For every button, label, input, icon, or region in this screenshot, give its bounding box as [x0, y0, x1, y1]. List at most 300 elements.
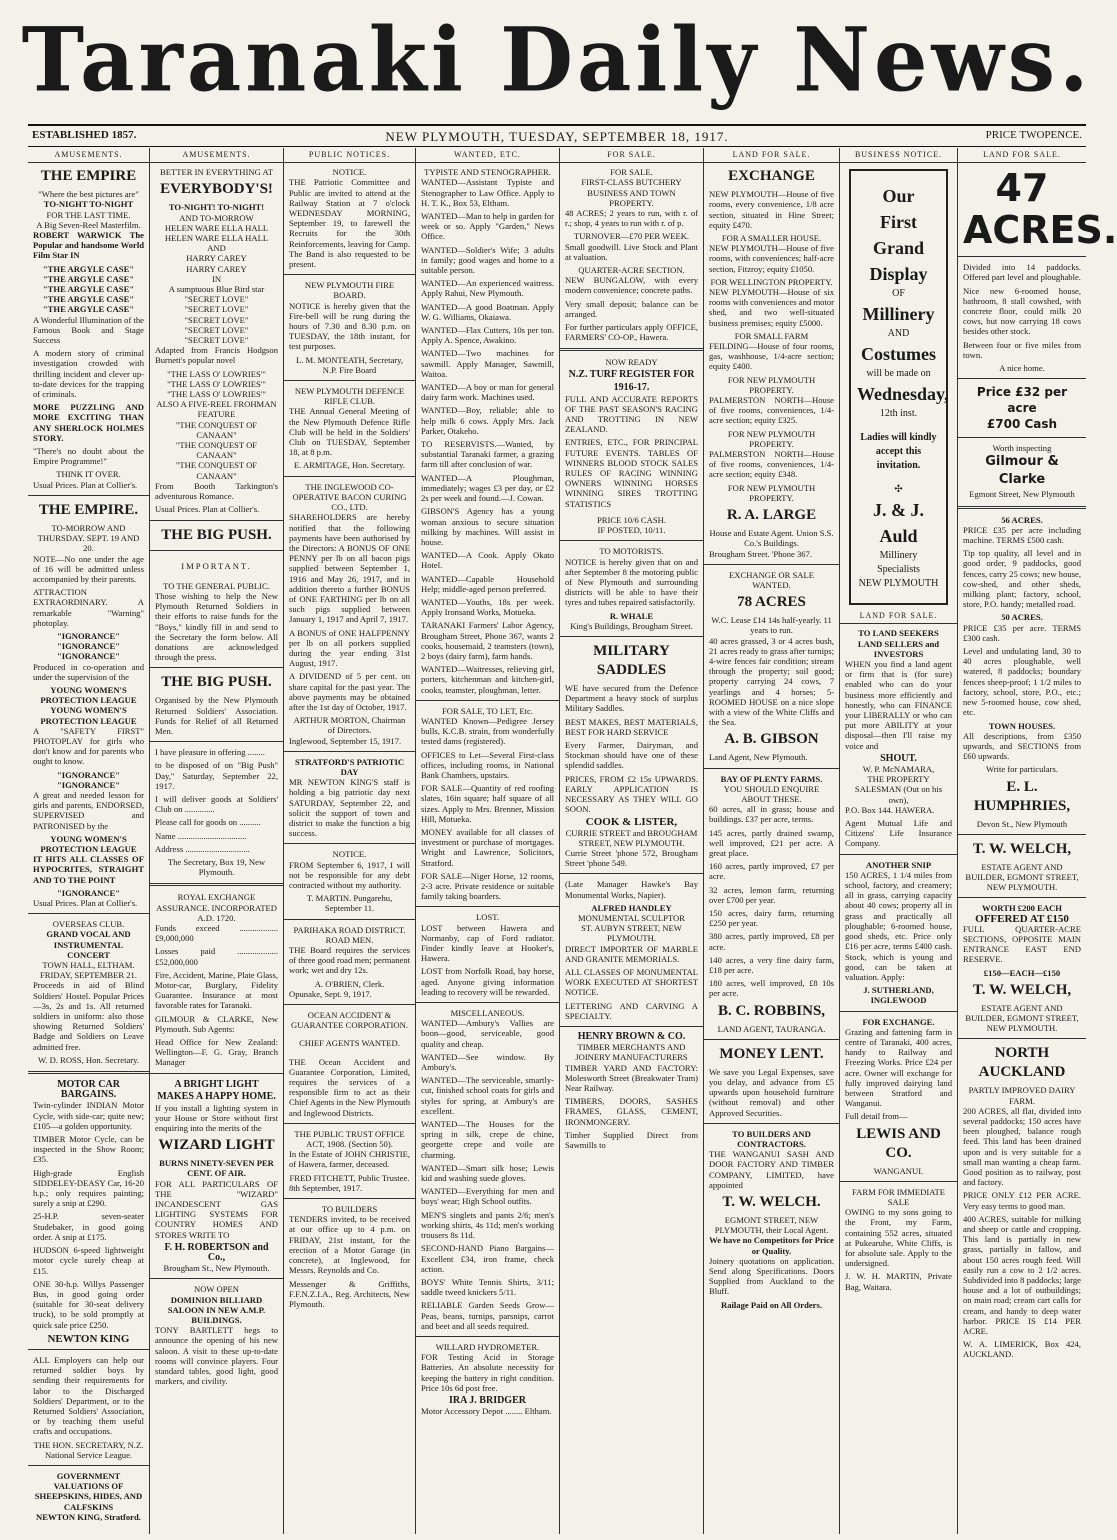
ad-text: NEW BUNGALOW, with every modern convenience; concrete paths.: [565, 275, 698, 296]
section-header: LAND FOR SALE.: [840, 611, 957, 624]
form-line: I have pleasure in offering ........: [155, 747, 265, 758]
ad-text: OWING to my sons going to the Front, my Farm, containing 552 acres, situated at Pukearuhe, White Cliffs, is for absolute sale. Apply to the undersigned.: [845, 1207, 952, 1269]
ad-text: WANGANUI.: [873, 1165, 924, 1176]
ad-text: A nice home.: [999, 363, 1045, 374]
ad-text: ONE 30-h.p. Willys Passenger Bus, in good going order (suitable for 30-seat delivery truck), to be sold promptly at quick sale price £250.: [33, 1278, 144, 1330]
box-line: Our: [882, 186, 915, 207]
column-public-notices: [284, 148, 416, 1534]
ad-text: TO-NIGHT! TO-NIGHT!: [168, 202, 265, 213]
classified: TARANAKI Farmers' Labor Agency, Brougham Street, Phone 367, wants 2 cooks, housemaid, 2 teamsters (town), 2 boys (dairy farm), farm hands.: [421, 620, 554, 661]
divider: [284, 1198, 415, 1199]
ad-text: Tip top quality, all level and in good order, 9 paddocks, good fences, carry 25 cows; new house, cow-shed, and other sheds, milking plant; factory, school, store, P.O. handy; metalled road.: [963, 548, 1081, 610]
ad-text: "IGNORANCE": [56, 630, 121, 641]
ad-text: (Late Manager Hawke's Bay Monumental Works, Napier).: [565, 879, 698, 900]
ad-title: MILITARY SADDLES: [593, 642, 670, 678]
ad-text: R. WHALE: [609, 610, 654, 621]
ad-text: "IGNORANCE": [56, 769, 121, 780]
ad-text: "IGNORANCE": [56, 779, 121, 790]
ad-title: 56 ACRES.: [1001, 514, 1043, 525]
box-line: OF: [892, 288, 905, 300]
ad-text: LETTERING AND CARVING A SPECIALTY.: [565, 1000, 698, 1021]
ad-text: A Wonderful Illumination of the Famous Book and Stage Success: [33, 314, 144, 346]
ad-text: MONUMENTAL SCULPTOR: [578, 912, 685, 923]
ad-text: "THE CONQUEST OF CANAAN": [175, 460, 258, 481]
classified: WANTED—Youths, 18s per week. Apply Ironsand Works, Motueka.: [421, 596, 554, 618]
ad-text: NEW PLYMOUTH—House of five rooms, every convenience, 1/8 acre section, situated in Hine Street; equity £470.: [709, 189, 834, 230]
ad-title: Price £32 per acre: [976, 385, 1068, 416]
ad-text: 380 acres, partly improved, £8 per acre.: [709, 931, 834, 952]
ad-title: FARM FOR IMMEDIATE SALE: [852, 1186, 945, 1207]
ad-text: W. A. LIMERICK, Box 424, AUCKLAND.: [963, 1339, 1081, 1360]
classified: WANTED—Two machines for sawmill. Apply Manager, Sawmill, Waitoa.: [421, 348, 554, 379]
classified: WANTED—Waitresses, relieving girl, porters, kitchenman and kitchen-girl, cooks, teamster, ploughman, letter.: [421, 664, 554, 695]
divider: [28, 1465, 149, 1466]
notice-title: THE INGLEWOOD CO-OPERATIVE BACON CURING CO., LTD.: [292, 481, 407, 513]
ad-text: "SECRET LOVE": [184, 335, 249, 346]
notice-text: SHAREHOLDERS are hereby notified that the following payments have been authorised by the Directors: A BONUS OF ONE PENNY per lb on all bacon pigs supplied between September 1, 1916 and May 26, 1917, and in addition thereto a further BONUS of ONE FARTHING per lb on all such pigs supplied between January 1, 1917 and April 7, 1917.: [289, 512, 410, 625]
ad-text: "THE LASS O' LOWRIES'": [167, 378, 266, 389]
notice-text: Opunake, Sept. 9, 1917.: [289, 988, 372, 999]
ad-text: W.C. Lease £14 14s half-yearly. 11 years to run.: [711, 615, 832, 636]
ad-text: THINK IT OVER.: [56, 469, 121, 480]
ad-text: ALSO A FIVE-REEL FROHMAN FEATURE: [156, 399, 277, 420]
ad-title: ALFRED HANDLEY: [591, 902, 672, 913]
ad-text: House and Estate Agent. Union S.S. Co.'s Buildings.: [709, 528, 834, 549]
ad-text: If you install a lighting system in your House or Store without first enquiring into the merits of the: [155, 1102, 278, 1134]
ad-title: A. B. GIBSON: [724, 731, 819, 748]
section-subheader: FOR SALE, TO LET, Etc.: [442, 705, 533, 716]
ad-title: TO MOTORISTS.: [599, 546, 664, 557]
notice-title: NOTICE.: [332, 849, 367, 860]
classified: MONEY available for all classes of investment or purchase of mortgages. Wright and Lawrence, Solicitors, Stratford.: [421, 826, 554, 868]
divider: [958, 256, 1086, 257]
divider: [704, 768, 839, 769]
divider: [28, 1349, 149, 1350]
ad-title: THE BIG PUSH.: [161, 526, 272, 543]
notice-text: THE Ocean Accident and Guarantee Corporation, Limited, requires the services of a responsible firm to act as their Chief Agents in the New Plymouth and Inglewood Districts.: [289, 1056, 410, 1118]
notice-text: A. O'BRIEN, Clerk.: [314, 978, 385, 989]
divider: [560, 540, 703, 541]
ad-text: TIMBERS, DOORS, SASHES FRAMES, GLASS, CEMENT, IRONMONGERY.: [565, 1096, 698, 1127]
ad-title: 50 ACRES.: [1001, 612, 1043, 623]
ad-text: TO-MORROW AND THURSDAY. SEPT. 19 AND 20.: [37, 522, 140, 554]
ad-text: ATTRACTION EXTRAORDINARY. A remarkable "Warning" photoplay.: [33, 587, 144, 628]
ad-text: COOK & LISTER,: [585, 816, 678, 829]
ad-text: TIMBER MERCHANTS AND JOINERY MANUFACTURERS: [575, 1042, 688, 1063]
divider: [284, 1004, 415, 1005]
divider: [958, 1038, 1086, 1039]
column-for-sale: [560, 148, 704, 1534]
ad-text: All descriptions, from £350 upwards, and SECTIONS from £60 upwards.: [963, 730, 1081, 762]
ad-text: "SECRET LOVE": [184, 304, 249, 315]
ad-text: FOR SMALL FARM: [734, 330, 809, 341]
section-header: PUBLIC NOTICES.: [284, 150, 415, 163]
ad-text: W. P. McNAMARA,: [862, 764, 935, 775]
ad-text: THE PROPERTY SALESMAN (Out on his own),: [854, 774, 943, 805]
ad-title: EVERYBODY'S!: [160, 181, 273, 198]
notice-title: NEW PLYMOUTH DEFENCE RIFLE CLUB.: [294, 386, 405, 407]
ad-text: "SECRET LOVE": [184, 314, 249, 325]
classified: GIBSON'S Agency has a young woman anxious to secure situation milking by machines. Will assist in house.: [421, 506, 554, 547]
ad-text: TONY BARTLETT begs to announce the opening of his new saloon. A visit to these up-to-date rooms will convince players. Four standard tables, good light, good markers, and civility.: [155, 1325, 278, 1387]
ad-text: Land Agent, New Plymouth.: [709, 752, 808, 763]
notice-title: NOTICE.: [332, 167, 367, 178]
ad-text: TO-NIGHT TO-NIGHT: [43, 199, 134, 210]
ad-text: CURRIE STREET and BROUGHAM STREET, NEW PLYMOUTH.: [565, 827, 698, 848]
box-line: Millinery Specialists: [877, 550, 920, 576]
ad-text: "THE LASS O' LOWRIES'": [167, 389, 266, 400]
ad-title: T. W. WELCH.: [722, 1194, 821, 1211]
ad-title: FOR EXCHANGE.: [862, 1016, 935, 1027]
divider: [958, 437, 1086, 438]
classified: WANTED—Assistant Typiste and Stenographer to Law Office. Apply to H. T. K., Box 53, Eltham.: [421, 177, 554, 208]
ad-text: A modern story of criminal investigation crowded with thrilling incident and clever up-to-date devices for the trapping of criminals.: [33, 348, 144, 400]
ad-text: A great and needed lesson for girls and parents, ENDORSED, SUPERVISED and PATRONISED by the: [33, 789, 144, 831]
notice-text: In the Estate of JOHN CHRISTIE, of Hawera, farmer, deceased.: [289, 1149, 410, 1170]
box-line: First: [880, 212, 917, 233]
classified: WANTED—Capable Household Help; middle-aged person preferred.: [421, 573, 554, 594]
ad-title: T. W. WELCH,: [972, 981, 1072, 998]
ad-text: "SECRET LOVE": [184, 294, 249, 305]
ad-text: NEW PLYMOUTH—House of five rooms, with conveniences; half-acre section, Fitzroy; equity £1050.: [709, 243, 834, 274]
notice-title: ROAD MEN.: [325, 934, 374, 945]
ad-text: 140 acres, a very fine dairy farm, £18 per acre.: [709, 954, 834, 975]
ad-title: THE BIG PUSH.: [161, 674, 272, 691]
divider: [958, 897, 1086, 898]
divider: [150, 667, 283, 668]
ad-text: YOUNG WOMEN'S PROTECTION LEAGUE: [40, 705, 137, 726]
ad-text: TIMBER Motor Cycle, can be inspected in the Show Room; £35.: [33, 1134, 144, 1165]
ad-text: HELEN WARE ELLA HALL: [164, 222, 269, 233]
ad-title: ROYAL EXCHANGE ASSURANCE. INCORPORATED A.D. 1720.: [156, 892, 277, 923]
ad-title: FIRST-CLASS BUTCHERY BUSINESS AND TOWN PROPERTY.: [581, 177, 682, 208]
column-business-notice: [840, 148, 958, 1534]
notice-title: PARIHAKA ROAD DISTRICT.: [293, 924, 406, 935]
notice-text: E. ARMITAGE, Hon. Secretary.: [293, 460, 406, 471]
divider: [704, 1123, 839, 1124]
classified: WANTED—A Ploughman, immediately; wages £3 per day, or £2 2s per week and found.—J. Cowan.: [421, 472, 554, 504]
divider: [840, 1181, 957, 1182]
ad-text: NOTE—No one under the age of 16 will be admitted unless accompanied by their parents.: [33, 553, 144, 584]
ad-text: PALMERSTON NORTH—House of five rooms, conveniences, 1/4-acre section; equity £325.: [709, 395, 834, 426]
ad-text: Level and undulating land, 30 to 40 acres ploughable, well watered, 8 paddocks; boundary fences sheep-proof; 1 1/2 miles to factory, school, store, P.O., etc.; new 5-roomed house, cow shed, etc.: [963, 646, 1081, 718]
ad-text: THE HON. SECRETARY, N.Z. National Service League.: [33, 1439, 144, 1460]
place-date: NEW PLYMOUTH, TUESDAY, SEPTEMBER 18, 1917.: [385, 129, 729, 144]
ad-text: Head Office for New Zealand: Wellington—F. G. Gray, Branch Manager: [155, 1037, 278, 1068]
ad-text: FOR Testing Acid in Storage Batteries. An absolute necessity for keeping the battery in right condition. Price 10s 6d post free.: [421, 1352, 554, 1393]
ad-text: Worth inspecting: [992, 443, 1052, 454]
ad-text: Brougham Street. 'Phone 367.: [709, 548, 812, 559]
divider: [284, 843, 415, 844]
ad-title: N.Z. TURF REGISTER FOR 1916-17.: [568, 368, 695, 393]
ad-text: "THE ARGYLE CASE": [42, 284, 135, 295]
box-line: Ladies will kindly accept this invitation.: [860, 432, 937, 472]
classified: WANTED—Flax Cutters, 10s per ton. Apply A. Spence, Awakino.: [421, 325, 554, 346]
ad-text: IRA J. BRIDGER: [449, 1394, 526, 1406]
ad-text: 25-H.P. seven-seater Studebaker, in good going order. A snip at £175.: [33, 1211, 144, 1242]
ad-text: F. H. ROBERTSON and Co.,: [164, 1241, 269, 1264]
ad-text: 150 acres, dairy farm, returning £250 per year.: [709, 907, 834, 929]
ad-text: WE have secured from the Defence Department a heavy stock of surplus Military Saddles.: [565, 682, 698, 714]
ad-text: Full detail from—: [845, 1111, 908, 1122]
classified: RELIABLE Garden Seeds Grow—Peas, beans, turnips, parsnips, carrot and beet and all seeds required.: [421, 1300, 554, 1331]
notice-text: NOTICE is hereby given that the Fire-bell will be rung during the hours of 7.30 and 8.30 p.m. on TUESDAY, the 18th instant, for test purposes.: [289, 300, 410, 352]
ad-text: PRICE £35 per acre including machine. TERMS £500 cash.: [963, 524, 1081, 546]
divider: [284, 274, 415, 275]
classified: WANTED Known—Pedigree Jersey bulls, K.C.B. strain, from wonderfully tested dams (registered).: [421, 715, 554, 747]
divider: [416, 700, 559, 701]
ad-text: DIRECT IMPORTER OF MARBLE AND GRANITE MEMORIALS.: [565, 943, 698, 964]
ad-title: T. W. WELCH,: [972, 840, 1072, 857]
ad-title: HENRY BROWN & CO.: [577, 1031, 686, 1043]
ad-text: "THE ARGYLE CASE": [42, 304, 135, 315]
classified: LOST from Norfolk Road, bay horse, aged. Anyone giving information leading to recovery will be rewarded.: [421, 966, 554, 997]
notice-text: TENDERS invited, to be received at our office up to 4 p.m. on FRIDAY, 21st instant, for the erection of a Motor Garage (in concrete), at Inglewood, for Messrs. Reynolds and Co.: [289, 1214, 410, 1276]
divider: [704, 1039, 839, 1040]
ad-title: R. A. LARGE: [726, 507, 817, 524]
classified: MEN'S singlets and pants 2/6; men's working shirts, 4s 11d; men's working trousers 8s 11d.: [421, 1209, 554, 1241]
ad-text: IT HITS ALL CLASSES OF HYPOCRITES, STRAIGHT AND TO THE POINT: [33, 854, 144, 885]
ad-text: ROBERT WARWICK The Popular and handsome World Film Star IN: [33, 230, 144, 261]
divider: [560, 348, 703, 351]
ad-text: Usual Prices. Plan at Collier's.: [33, 898, 138, 908]
ad-text: "THE CONQUEST OF CANAAN": [175, 440, 258, 461]
ad-text: FOR A SMALLER HOUSE.: [721, 233, 822, 244]
ad-text: NOW READY: [605, 357, 658, 368]
ad-text: Nice new 6-roomed house, bathroom, 8 stall cowshed, with concrete floor, could milk 20 cows, but now carrying 18 cows besides other stock.: [963, 285, 1081, 337]
ad-text: BETTER IN EVERYTHING AT: [160, 167, 273, 178]
ad-text: FOR WELLINGTON PROPERTY.: [710, 276, 833, 287]
classified: WANTED—Man to help in garden for week or so. Apply "Garden," News Office.: [421, 211, 554, 242]
ad-title: THE EMPIRE.: [38, 501, 139, 518]
ad-text: YOUNG WOMEN'S PROTECTION LEAGUE: [40, 684, 137, 706]
form-line: Please call for goods on ..........: [155, 817, 261, 828]
classified: WANTED—The serviceable, smartly-cut, finished school coats for girls and styles for spring, at Ambury's are excellent.: [421, 1075, 554, 1116]
notice-text: THE Annual General Meeting of the New Plymouth Defence Rifle Club will be held in the Soldiers' Club on TUESDAY, September 18, at 8 p.m.: [289, 406, 410, 458]
ad-text: Every Farmer, Dairyman, and Stockman should have one of these splendid saddles.: [565, 739, 698, 771]
ad-text: FULL QUARTER-ACRE SECTIONS, OPPOSITE MAIN ENTRANCE EAST END RESERVE.: [963, 923, 1081, 965]
ad-text: Grazing and fattening farm in centre of Taranaki, 400 acres, handy to Railway and Freezing Works. Price £24 per acre. Owner will exchange for fully improved dairying land between Stratford and Wanganui.: [845, 1026, 952, 1109]
ad-title: OFFERED AT £150: [975, 912, 1069, 925]
ad-text: ST. AUBYN STREET, NEW PLYMOUTH.: [581, 923, 682, 944]
divider: [150, 550, 283, 551]
ad-title: TO LAND SEEKERS LAND SELLERS and INVESTORS: [857, 628, 940, 659]
ad-text: IF POSTED, 10/11.: [597, 525, 666, 536]
ad-text: ALL Employers can help our returned soldier boys by sending their requirements for labor to the Discharged Soldiers' Department, or to the Returned Soldiers' Association, or by teaching them useful crafts and occupations.: [33, 1354, 144, 1437]
ad-title: LEWIS AND CO.: [856, 1125, 941, 1161]
ad-text: Losses paid ................... £52,000,000: [155, 946, 278, 967]
ad-title: Gilmour & Clarke: [985, 454, 1059, 488]
ad-text: EGMONT STREET, NEW PLYMOUTH, their Local Agent.: [714, 1215, 829, 1236]
box-line: Costumes: [861, 344, 936, 365]
ad-text: GRAND VOCAL AND INSTRUMENTAL CONCERT: [46, 929, 131, 960]
millinery-display-box: [849, 169, 948, 605]
ad-text: PRICE £35 per acre. TERMS £300 cash.: [963, 622, 1081, 643]
ad-text: "THE ARGYLE CASE": [42, 273, 135, 284]
ad-text: A "SAFETY FIRST" PHOTOPLAY for girls who don't know and for parents who ought to know.: [33, 725, 144, 767]
classified: WANTED—A boy or man for general dairy farm work. Machines used.: [421, 382, 554, 403]
ad-text: "THE ARGYLE CASE": [42, 263, 135, 274]
section-header: WANTED, ETC.: [416, 150, 559, 163]
section-header: LAND FOR SALE.: [958, 150, 1086, 163]
ad-text: 160 acres, partly improved, £7 per acre.: [709, 861, 834, 882]
classified: WANTED—Boy, reliable; able to help milk 6 cows. Apply Mrs. Jack Parker, Otakeho.: [421, 405, 554, 436]
ad-text: "THE LASS O' LOWRIES'": [167, 368, 266, 379]
section-header: AMUSEMENTS.: [28, 150, 149, 163]
ad-text: FOR NEW PLYMOUTH PROPERTY.: [727, 374, 816, 395]
classified: SECOND-HAND Piano Bargains—Excellent £34, iron frame, check action.: [421, 1243, 554, 1274]
ad-title: EXCHANGE OR SALE WANTED.: [729, 569, 814, 590]
ad-text: AND TO-MORROW: [179, 212, 254, 223]
ad-text: PALMERSTON NORTH—House of five rooms, conveniences, 1/4-acre section; equity £348.: [709, 449, 834, 480]
ad-text: FOR ALL PARTICULARS OF THE "WIZARD" INCANDESCENT GAS LIGHTING SYSTEMS FOR COUNTRY HOMES AND STORES WRITE TO: [155, 1178, 278, 1240]
notice-title: STRATFORD'S PATRIOTIC DAY: [294, 756, 405, 777]
ad-text: NEW PLYMOUTH—House of six rooms with conveniences and motor shed, and two well-situated business premises; equity £5000.: [709, 287, 834, 328]
ad-title: WORTH £200 EACH: [982, 903, 1062, 914]
notice-text: 8th September, 1917.: [289, 1182, 363, 1193]
box-line: will be made on: [866, 368, 931, 380]
ad-title: NEWTON KING: [47, 1332, 130, 1345]
form-line: Address ..............................: [155, 843, 250, 854]
ad-title: SHOUT.: [880, 752, 917, 764]
divider: [150, 883, 283, 886]
divider: [958, 378, 1086, 379]
section-header: FOR SALE.: [560, 150, 703, 163]
section-subheader: LOST.: [476, 912, 499, 923]
ad-text: MORE PUZZLING AND MORE EXCITING THAN ANY SHERLOCK HOLMES STORY.: [33, 402, 144, 443]
ad-text: £150—EACH—£150: [983, 967, 1061, 978]
column-land-for-sale: [704, 148, 840, 1534]
ad-text: Between four or five miles from town.: [963, 339, 1081, 360]
ad-text: Usual Prices. Plan at Collier's.: [33, 479, 138, 490]
newspaper-title: Taranaki Daily News.: [21, 7, 1093, 112]
classified: OFFICES to Let—Several First-class offices, including rooms, in National Bank Chambers, upstairs.: [421, 749, 554, 780]
notice-text: FRED FITCHETT, Public Trustee.: [289, 1172, 410, 1183]
divider: [840, 1011, 957, 1012]
ad-text: PARTLY IMPROVED DAIRY FARM.: [968, 1085, 1076, 1106]
divider: [28, 495, 149, 496]
divider: [28, 913, 149, 914]
column-land-for-sale-2: [958, 148, 1117, 1534]
ad-text: IMPORTANT.: [181, 560, 252, 571]
ad-text: HARRY CAREY: [186, 253, 247, 264]
divider: [28, 1071, 149, 1074]
ad-text: Twin-cylinder INDIAN Motor Cycle, with side-car; quite new; £105—a golden opportunity.: [33, 1100, 144, 1131]
ad-text: 145 acres, partly drained swamp, well improved, £21 per acre. A great place.: [709, 827, 834, 858]
column-wanted: [416, 148, 560, 1534]
ad-text: Fire, Accident, Marine, Plate Glass, Motor-car, Burglary, Fidelity Guarantee. Insurance at most favorable rates for Taranaki.: [155, 969, 278, 1011]
ad-text: P.O. Box 144. HAWERA.: [845, 804, 935, 815]
ad-title: TOWN HOUSES.: [988, 720, 1056, 731]
ad-title: A BRIGHT LIGHT MAKES A HAPPY HOME.: [157, 1078, 276, 1102]
notice-title: TO BUILDERS: [321, 1204, 378, 1215]
ad-text: Currie Street 'phone 572, Brougham Street 'phone 549.: [565, 847, 698, 869]
ad-text: Organised by the New Plymouth Returned Soldiers' Association. Funds for Relief of all Returned Men.: [155, 695, 278, 736]
established-label: ESTABLISHED 1857.: [32, 129, 137, 141]
ad-text: LAND AGENT, TAURANGA.: [717, 1023, 826, 1034]
ad-text: TO THE GENERAL PUBLIC.: [163, 580, 270, 591]
divider: [150, 741, 283, 742]
ad-text: NOW OPEN: [194, 1284, 239, 1295]
ad-text: HARRY CAREY: [186, 263, 247, 274]
ad-title: EXCHANGE: [728, 168, 815, 185]
ad-title: MONEY LENT.: [719, 1045, 824, 1062]
divider: [416, 906, 559, 907]
notice-text: FROM September 6, 1917, I will not be responsible for any debt contracted without my authority.: [289, 859, 410, 890]
ad-text: Divided into 14 paddocks. Offered part level and ploughable.: [963, 262, 1081, 283]
divider: [284, 476, 415, 477]
classified: WANTED—An experienced waitress. Apply Rahui, New Plymouth.: [421, 278, 554, 299]
classified: WANTED—The Houses for the spring in silk, crepe de chine, georgette crepe and voile are charming.: [421, 1119, 554, 1160]
ad-text: HUDSON 6-speed lightweight motor cycle surely cheap at £15.: [33, 1245, 144, 1276]
ad-text: "SECRET LOVE": [184, 324, 249, 335]
ad-text: GOVERNMENT VALUATIONS OF SHEEPSKINS, HIDES, AND CALFSKINS: [34, 1470, 143, 1512]
ad-text: The Secretary, Box 19, New Plymouth.: [167, 856, 266, 878]
notice-text: THE Board requires the services of three good road men; permanent work; wet and dry 12s.: [289, 945, 410, 976]
ad-text: J. W. H. MARTIN, Private Bag, Waitara.: [845, 1271, 952, 1292]
ad-text: King's Buildings, Brougham Street.: [570, 620, 693, 631]
notice-text: MR NEWTON KING'S staff is holding a big patriotic day next SATURDAY, September 22, and solicit the support of town and district to make the function a big success.: [289, 777, 410, 839]
ad-text: Agent Mutual Life and Citizens' Life Insurance Company.: [845, 818, 952, 849]
ad-text: "Where the best pictures are": [38, 189, 139, 200]
notice-text: L. M. MONTEATH, Secretary, N.P. Fire Board: [295, 354, 404, 375]
section-subheader: MISCELLANEOUS.: [450, 1008, 525, 1019]
column-amusements-1: [28, 148, 150, 1534]
ad-text: Those wishing to help the New Plymouth Returned Soldiers in their efforts to raise funds for the "Boys," kindly fill in and send to the Secretary the form below. All donations are acknowledged through the press.: [155, 590, 278, 663]
ad-text: Proceeds in aid of Blind Soldiers' Hostel. Popular Prices—3s, 2s and 1s. All returned soldiers in uniform: also those showing Returned Soldiers' Badge and Soldiers on Leave admitted free.: [33, 980, 144, 1052]
ad-text: Very small deposit; balance can be arranged.: [565, 298, 698, 319]
ad-text: 48 ACRES; 2 years to run, with r. of r.; shop, 4 years to run with r. of p.: [565, 208, 698, 229]
ad-text: Brougham St., New Plymouth.: [163, 1263, 270, 1274]
classified: WANTED—A Cook. Apply Okato Hotel.: [421, 550, 554, 571]
ad-text: TOWN HALL, ELTHAM. FRIDAY, SEPTEMBER 21.: [40, 960, 137, 981]
divider: [958, 506, 1086, 509]
ad-text: OVERSEAS CLUB.: [52, 919, 125, 930]
ad-text: Adapted from Francis Hodgson Burnett's popular novel: [155, 345, 278, 366]
divider: [416, 1336, 559, 1337]
box-line: Grand: [872, 238, 924, 259]
box-line: Millinery: [862, 304, 935, 325]
ad-text: Produced in co-operation and under the supervision of the: [33, 661, 144, 682]
ad-text: ESTATE AGENT AND BUILDER, EGMONT STREET, NEW PLYMOUTH.: [965, 861, 1079, 893]
divider: [284, 380, 415, 381]
notice-text: ARTHUR MORTON, Chairman of Directors.: [293, 715, 406, 736]
masthead: [0, 0, 1114, 118]
classified: BOYS' White Tennis Shirts, 3/11; saddle tweed knickers 5/11.: [421, 1276, 554, 1298]
divider: [958, 834, 1086, 835]
divider: [150, 520, 283, 521]
ad-text: FEILDING—House of four rooms, gas, washhouse, 1/4-acre section; equity £400.: [709, 341, 834, 372]
ad-text: IN: [211, 273, 222, 284]
ad-title: 47 ACRES.: [963, 166, 1117, 253]
ad-text: QUARTER-ACRE SECTION.: [578, 265, 685, 276]
ad-text: Timber Supplied Direct from Sawmills to: [565, 1129, 698, 1151]
box-line: J. & J. Auld: [873, 500, 924, 547]
column-amusements-2: [150, 148, 284, 1534]
ad-title: ANOTHER SNIP: [865, 859, 932, 870]
ad-text: FULL AND ACCURATE REPORTS OF THE PAST SEASON'S RACING AND TROTTING IN NEW ZEALAND.: [565, 393, 698, 435]
ad-title: DOMINION BILLIARD SALOON IN NEW A.M.P. BUILDINGS.: [167, 1294, 266, 1326]
ad-title: B. C. ROBBINS,: [717, 1002, 826, 1019]
ad-title: WILLARD HYDROMETER.: [435, 1341, 540, 1352]
ad-title: E. L. HUMPHRIES,: [973, 778, 1071, 814]
ad-text: Motor Accessory Depot ........ Eltham.: [421, 1406, 552, 1417]
ad-text: From Booth Tarkington's adventurous Romance.: [155, 480, 278, 502]
notice-title: OCEAN ACCIDENT & GUARANTEE CORPORATION.: [291, 1010, 408, 1031]
section-header: BUSINESS NOTICE.: [840, 150, 957, 163]
notice-text: T. MARTIN. Pungarehu, September 11.: [306, 893, 393, 914]
classified: WANTED—A good Boatman. Apply W. G. Williams, Okaiawa.: [421, 301, 554, 322]
